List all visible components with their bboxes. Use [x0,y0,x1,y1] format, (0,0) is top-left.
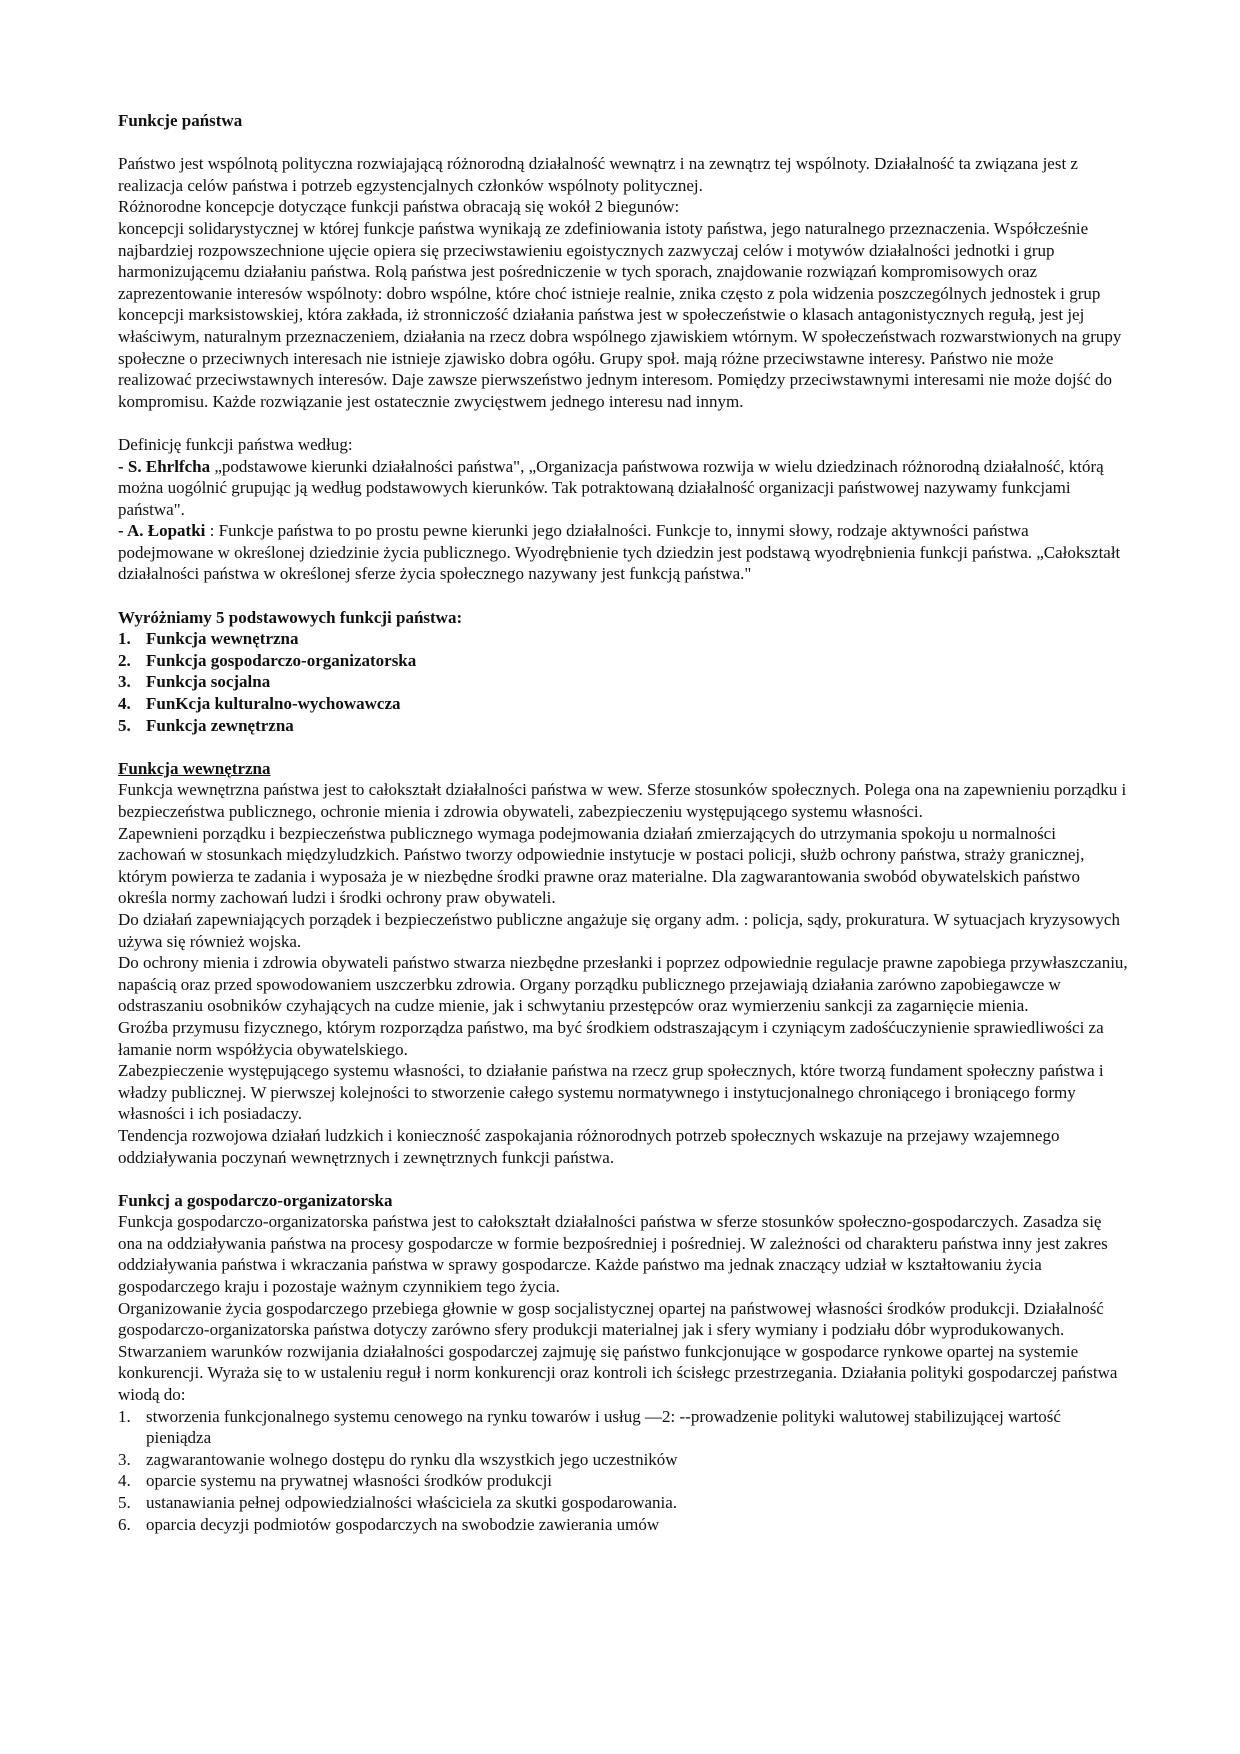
list-item: 1. stworzenia funkcjonalnego systemu cenowego na rynku towarów i usług —2: --prowadzenie polityki walutowej stabilizującej wartość pieniądza [118,1406,1061,1448]
intro-paragraph-2: Różnorodne koncepcje dotyczące funkcji państwa obracają się wokół 2 biegunów: [118,197,680,217]
definition-lopatka-text: : Funkcje państwa to po prostu pewne kierunki jego działalności. Funkcje to, innymi słowy, rodzaje aktywności państwa podejmowane w określonej dziedzinie życia publicznego. Wyodrębnienie tych dziedzin jest podstawą wyodrębnienia funkcji państwa. „Całokształt działalności państwa w określonej sferze życia społecznego nazywany jest funkcją państwa." [118,521,1121,584]
list-item: 6. oparcia decyzji podmiotów gospodarczych na swobodzie zawierania umów [118,1514,660,1534]
internal-paragraph-2: Zapewnieni porządku i bezpieczeństwa publicznego wymaga podejmowania działań zmierzających do utrzymania spokoju u normalności zachowań w stosunkach międzyludzkich. Państwo tworzy odpowiednie instytucje w postaci policji, służb ochrony państwa, straży granicznej, którym powierza te zadania i wyposaża je w niezbędne środki prawne oraz materialne. Dla zagwarantowania swobód obywatelskich państwo określa normy zachowań ludzi i środki ochrony praw obywateli. [118,823,1085,908]
internal-paragraph-1: Funkcja wewnętrzna państwa jest to całokształt działalności państwa w wew. Sferze stosunków społecznych. Polega ona na zapewnieniu porządku i bezpieczeństwa publicznego, ochronie mienia i zdrowia obywateli, zabezpieczeniu występującego systemu własności. [118,780,1127,821]
list-item: 2. Funkcja gospodarczo-organizatorska [118,650,417,670]
definition-lopatka [118,520,1128,585]
intro-paragraph-3: koncepcji solidarystycznej w której funkcje państwa wynikają ze zdefiniowania istoty państwa, jego naturalnego przeznaczenia. Współcześnie najbardziej rozpowszechnione ujęcie opiera się przeciwstawieniu egoistycznych zazwyczaj celów i motywów działalności jednotki i grup harmonizującemu działaniu państwa. Rolą państwa jest pośredniczenie w tych sporach, znajdowanie rozwiązań kompromisowych oraz zaprezentowanie interesów wspólnoty: dobro wspólne, które choć istnieje realnie, znika często z pola widzenia poszczególnych jednostek i grup koncepcji marksistowskiej, która zakłada, iż stronniczość działania państwa jest w społeczeństwie o klasach antagonistycznych regułą, jest jej właściwym, naturalnym przeznaczeniem, działania na rzecz dobra wspólnego zjawiskiem wtórnym. W społeczeństwach rozwarstwionych na grupy społeczne o przeciwnych interesach nie istnieje zjawisko dobra ogółu. Grupy społ. mają różne przeciwstawne interesy. Państwo nie może realizować przeciwstawnych interesów. Daje zawsze pierwszeństwo jednym interesom. Pomiędzy przeciwstawnymi interesami nie może dojść do kompromisu. Każde rozwiązanie jest ostatecznie zwycięstwem jednego interesu nad innym. [118,218,1122,411]
intro-paragraph-1: Państwo jest wspólnotą polityczna rozwiajającą różnorodną działalność wewnątrz i na zewnątrz tej wspólnoty. Działalność ta związana jest z realizacja celów państwa i potrzeb egzystencjalnych członków wspólnoty politycznej. [118,154,1078,195]
document-page [118,110,1128,1535]
internal-paragraph-7: Tendencja rozwojowa działań ludzkich i konieczność zaspokajania różnorodnych potrzeb społecznych wskazuje na przejawy wzajemnego oddziaływania poczynań wewnętrznych i zewnętrznych funkcji państwa. [118,1125,1060,1167]
list-item: 3. zagwarantowanie wolnego dostępu do rynku dla wszystkich jego uczestników [118,1449,678,1469]
internal-heading: Funkcja wewnętrzna [118,758,271,778]
list-item: 5. Funkcja zewnętrzna [118,715,294,735]
internal-paragraph-4: Do ochrony mienia i zdrowia obywateli państwo stwarza niezbędne przesłanki i poprzez odpowiednie regulacje prawne zapobiega przywłaszczaniu, napaścią oraz przed spowodowaniem uszczerbku zdrowia. Organy porządku publicznego przejawiają działania zarówno zapobiegawcze w odstraszaniu osobników czyhających na cudze mienie, jak i schwytaniu przestępców oraz wymierzeniu sankcji za zagarnięcie mienia. [118,953,1128,1016]
internal-paragraph-5: Groźba przymusu fizycznego, którym rozporządza państwo, ma być środkiem odstraszającym i czyniącym zadośćuczynienie sprawiedliwości za łamanie norm współżycia obywatelskiego. [118,1017,1104,1059]
list-item: 5. ustanawiania pełnej odpowiedzialności właściciela za skutki gospodarowania. [118,1493,678,1512]
economic-paragraph-2: Organizowanie życia gospodarczego przebiega głownie w gosp socjalistycznej opartej na państwowej własności środków produkcji. Działalność gospodarczo-organizatorska państwa dotyczy zarówno sfery produkcji materialnej jak i sfery wymiany i podziału dóbr wyprodukowanych. [118,1298,1104,1340]
definition-ehrlich-name: - S. Ehrlfcha [118,456,211,476]
document-title: Funkcje państwa [118,111,243,130]
economic-list [118,1406,1128,1536]
economic-heading: Funkcj a gospodarczo-organizatorska [118,1190,393,1210]
economic-paragraph-1: Funkcja gospodarczo-organizatorska państwa jest to całokształt działalności państwa w sferze stosunków społeczno-gospodarczych. Zasadza się ona na oddziaływania państwa na procesy gospodarcze w formie bezpośredniej i pośredniej. W zależności od charakteru państwa inny jest zakres oddziaływania państwa i wkraczania państwa w sprawy gospodarcze. Każde państwo ma jednak znaczący udział w kształtowaniu życia gospodarczego kraju i pozostaje ważnym czynnikiem tego życia. [118,1212,1108,1297]
definition-ehrlich [118,456,1128,521]
internal-paragraph-3: Do działań zapewniających porządek i bezpieczeństwo publiczne angażuje się organy adm. : policja, sądy, prokuratura. W sytuacjach kryzysowych używa się również wojska. [118,909,1120,951]
definition-ehrlich-text: „podstawowe kierunki działalności państwa", „Organizacja państwowa rozwija w wielu dziedzinach różnorodną działalność, którą można uogólnić grupując ją według podstawowych kierunków. Tak potraktowaną działalność organizacji państwowej nazywamy funkcjami państwa". [118,456,1104,519]
definitions-lead: Definicję funkcji państwa według: [118,434,353,454]
list-item: 3. Funkcja socjalna [118,672,271,692]
economic-paragraph-3: Stwarzaniem warunków rozwijania działalności gospodarczej zajmuję się państwo funkcjonujące w gospodarce rynkowe opartej na systemie konkurencji. Wyraża się to w ustaleniu reguł i norm konkurencji oraz kontroli ich ścisłegc przestrzegania. Działania polityki gospodarczej państwa wiodą do: [118,1341,1118,1405]
functions-heading: Wyróżniamy 5 podstawowych funkcji państwa: [118,607,463,627]
list-item: 4. FunKcja kulturalno-wychowawcza [118,694,401,714]
list-item: 4. oparcie systemu na prywatnej własności środków produkcji [118,1471,553,1491]
definition-lopatka-name: - A. Łopatki [118,521,206,541]
functions-list [118,628,1128,736]
list-item: 1. Funkcja wewnętrzna [118,629,299,649]
internal-paragraph-6: Zabezpieczenie występującego systemu własności, to działanie państwa na rzecz grup społecznych, które tworzą fundament społeczny państwa i władzy publicznej. W pierwszej kolejności to stworzenie całego systemu normatywnego i instytucjonalnego chroniącego i broniącego formy własności i ich posiadaczy. [118,1061,1104,1124]
